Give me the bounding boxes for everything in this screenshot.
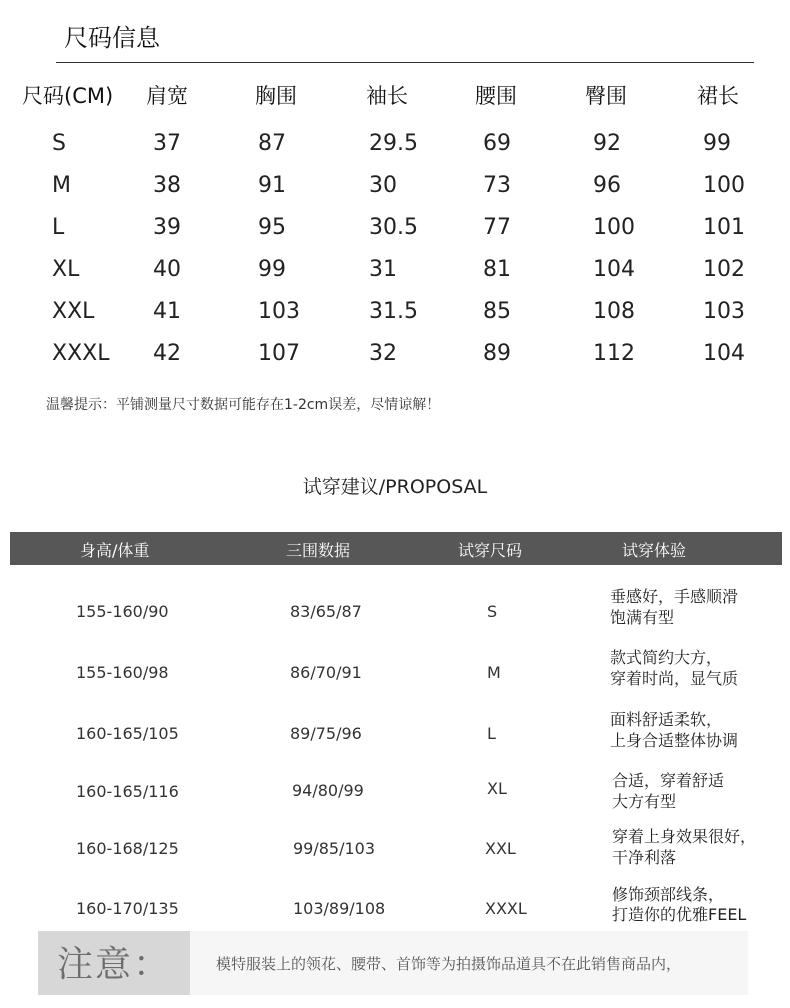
proposal-header-size: 试穿尺码: [458, 541, 523, 560]
proposal-experience-line2: 打造你的优雅FEEL: [612, 905, 747, 924]
measurement-hint: 温馨提示：平铺测量尺寸数据可能存在1-2cm误差，尽情谅解！: [46, 397, 441, 413]
size-header-sleeve: 袖长: [366, 84, 408, 108]
size-cell: 101: [703, 215, 745, 240]
size-header-bust: 胸围: [255, 84, 297, 108]
proposal-height-weight: 160-170/135: [76, 899, 179, 918]
size-cell: S: [52, 131, 66, 156]
proposal-title: 试穿建议/PROPOSAL: [302, 476, 488, 498]
proposal-height-weight: 155-160/90: [76, 602, 169, 621]
size-cell: XL: [52, 257, 80, 282]
proposal-experience-line2: 干净利落: [612, 848, 677, 867]
proposal-header-measurements: 三围数据: [286, 541, 351, 560]
size-cell: 104: [703, 341, 745, 366]
proposal-measurements: 99/85/103: [293, 839, 376, 858]
size-cell: M: [52, 173, 71, 198]
size-header-length: 裙长: [697, 84, 739, 108]
note-label: 注意：: [56, 944, 171, 985]
proposal-size: XXL: [485, 839, 516, 858]
size-cell: 100: [703, 173, 745, 198]
proposal-experience-line2: 上身合适整体协调: [610, 731, 739, 750]
size-cell: 102: [703, 257, 745, 282]
size-cell: 73: [483, 173, 511, 198]
size-cell: L: [52, 215, 65, 240]
proposal-measurements: 83/65/87: [290, 602, 362, 621]
proposal-size: M: [487, 663, 501, 682]
proposal-experience-line1: 修饰颈部线条，: [612, 885, 725, 904]
proposal-height-weight: 160-165/116: [76, 782, 179, 801]
size-cell: 38: [153, 173, 181, 198]
size-cell: XXXL: [52, 341, 110, 366]
proposal-header-height-weight: 身高/体重: [80, 541, 150, 560]
proposal-measurements: 89/75/96: [290, 724, 362, 743]
size-cell: 39: [153, 215, 181, 240]
size-cell: 31: [369, 257, 397, 282]
size-cell: 77: [483, 215, 511, 240]
proposal-experience-line2: 穿着时尚，显气质: [610, 669, 739, 688]
note-text: 模特服装上的领花、腰带、首饰等为拍摄饰品道具不在此销售商品内，: [216, 955, 682, 973]
proposal-header-experience: 试穿体验: [622, 541, 687, 560]
size-cell: 92: [593, 131, 621, 156]
proposal-experience-line1: 款式简约大方，: [610, 648, 723, 667]
proposal-size: L: [487, 724, 496, 743]
size-cell: 31.5: [369, 299, 418, 324]
size-cell: 81: [483, 257, 511, 282]
size-cell: 41: [153, 299, 181, 324]
size-header-waist: 腰围: [475, 84, 517, 108]
size-header-size: 尺码(CM): [22, 84, 114, 108]
size-cell: 40: [153, 257, 181, 282]
proposal-height-weight: 160-165/105: [76, 724, 179, 743]
size-cell: 87: [258, 131, 286, 156]
proposal-size: XL: [487, 779, 507, 798]
size-cell: 112: [593, 341, 635, 366]
proposal-experience-line2: 大方有型: [612, 792, 677, 811]
proposal-height-weight: 155-160/98: [76, 663, 169, 682]
size-cell: 30: [369, 173, 397, 198]
proposal-measurements: 103/89/108: [293, 899, 386, 918]
size-cell: 85: [483, 299, 511, 324]
size-cell: 95: [258, 215, 286, 240]
proposal-measurements: 86/70/91: [290, 663, 362, 682]
proposal-experience-line1: 垂感好，手感顺滑: [610, 587, 739, 606]
size-cell: 30.5: [369, 215, 418, 240]
size-info-title: 尺码信息: [64, 24, 160, 52]
size-cell: 42: [153, 341, 181, 366]
proposal-size: S: [487, 602, 498, 621]
size-header-shoulder: 肩宽: [146, 84, 188, 108]
size-cell: 91: [258, 173, 286, 198]
size-header-hip: 臀围: [585, 84, 627, 108]
size-cell: 29.5: [369, 131, 418, 156]
proposal-experience-line1: 面料舒适柔软，: [610, 710, 723, 729]
proposal-experience-line1: 穿着上身效果很好，: [612, 827, 757, 846]
size-cell: 107: [258, 341, 300, 366]
size-cell: 103: [703, 299, 745, 324]
size-cell: 103: [258, 299, 300, 324]
size-cell: 69: [483, 131, 511, 156]
size-cell: 37: [153, 131, 181, 156]
size-cell: 32: [369, 341, 397, 366]
proposal-size: XXXL: [485, 899, 527, 918]
proposal-experience-line2: 饱满有型: [610, 608, 675, 627]
proposal-height-weight: 160-168/125: [76, 839, 179, 858]
size-cell: 100: [593, 215, 635, 240]
size-cell: 89: [483, 341, 511, 366]
size-cell: 96: [593, 173, 621, 198]
size-info-divider: [56, 62, 754, 63]
proposal-experience-line1: 合适，穿着舒适: [612, 771, 725, 790]
size-cell: 108: [593, 299, 635, 324]
proposal-measurements: 94/80/99: [292, 781, 364, 800]
size-cell: 99: [703, 131, 731, 156]
size-cell: 104: [593, 257, 635, 282]
size-cell: XXL: [52, 299, 95, 324]
size-cell: 99: [258, 257, 286, 282]
